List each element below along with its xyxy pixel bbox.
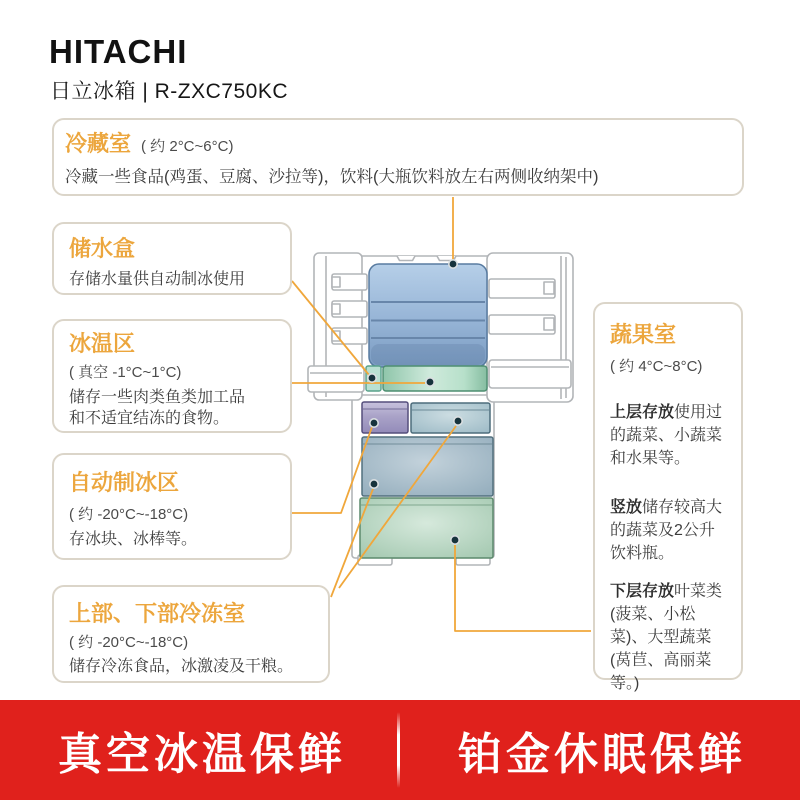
callout-title: 自动制冰区 bbox=[69, 470, 180, 495]
right-door bbox=[487, 253, 573, 402]
callout-title: 冷藏室 bbox=[65, 131, 132, 156]
bottom-banner bbox=[0, 700, 800, 800]
callout-temp: ( 约 2°C~6°C) bbox=[141, 138, 234, 155]
banner-right-slogan: 铂金休眠保鲜 bbox=[458, 730, 746, 779]
callout-temp: ( 约 4°C~8°C) bbox=[610, 358, 703, 375]
compartment-upper-freezer bbox=[411, 403, 490, 433]
dot-lower-freezer bbox=[370, 480, 378, 488]
paragraph-lead: 下层存放 bbox=[610, 583, 675, 601]
compartment-veg-room bbox=[360, 498, 493, 558]
dot-upper-freezer bbox=[454, 417, 462, 425]
paragraph-lead: 上层存放 bbox=[610, 404, 675, 421]
compartment-ice-maker bbox=[362, 402, 408, 433]
callout-body: 冷藏一些食品(鸡蛋、豆腐、沙拉等)，饮料(大瓶饮料放左右两侧收纳架中) bbox=[65, 168, 599, 186]
callout-paragraph bbox=[610, 401, 726, 470]
callout-chill-zone bbox=[52, 319, 292, 433]
callout-paragraph bbox=[610, 496, 726, 565]
callout-veg-room bbox=[593, 302, 743, 693]
callout-title: 上部、下部冷冻室 bbox=[69, 601, 246, 626]
product-model: 日立冰箱 | R-ZXC750KC bbox=[50, 80, 288, 103]
paragraph-lead: 竖放 bbox=[610, 499, 643, 517]
dot-fridge-room bbox=[449, 260, 457, 268]
callout-body: 存冰块、冰棒等。 bbox=[69, 531, 198, 548]
callout-body: 存储水量供自动制冰使用 bbox=[69, 271, 246, 288]
callout-title: 蔬果室 bbox=[610, 322, 677, 347]
callout-temp: ( 约 -20°C~-18°C) bbox=[69, 506, 189, 523]
callout-ice-maker bbox=[52, 453, 292, 560]
callout-title: 冰温区 bbox=[69, 331, 136, 356]
compartment-chill-zone bbox=[383, 366, 487, 391]
dot-water-tank bbox=[368, 374, 376, 382]
dot-veg-room bbox=[451, 536, 459, 544]
callout-body: 储存冷冻食品，冰激凌及干粮。 bbox=[69, 658, 294, 675]
paragraph-text: 叶菜类(菠菜、小松菜)、大型蔬菜(莴苣、高丽菜等。) bbox=[610, 583, 723, 693]
brand-logo: HITACHI bbox=[49, 33, 188, 70]
callout-temp: ( 约 -20°C~-18°C) bbox=[69, 634, 189, 651]
callout-water-tank bbox=[52, 222, 292, 295]
compartment-fridge-room bbox=[369, 264, 487, 367]
callout-temp: ( 真空 -1°C~1°C) bbox=[69, 364, 182, 381]
left-door bbox=[308, 253, 367, 400]
banner-left-slogan: 真空冰温保鲜 bbox=[58, 730, 346, 779]
callout-body: 储存一些肉类鱼类加工品和不适宜结冻的食物。 bbox=[69, 389, 246, 427]
callout-title: 储水盒 bbox=[69, 236, 136, 261]
dot-ice-maker bbox=[370, 419, 378, 427]
dot-chill-zone bbox=[426, 378, 434, 386]
callout-paragraph bbox=[610, 580, 726, 695]
banner-divider bbox=[397, 712, 400, 788]
callout-fridge-room bbox=[52, 118, 744, 196]
paragraph-text: 储存较高大的蔬菜及2公升饮料瓶。 bbox=[610, 499, 723, 563]
callout-freezer bbox=[52, 585, 330, 683]
paragraph-text: 使用过的蔬菜、小蔬菜和水果等。 bbox=[610, 404, 723, 468]
